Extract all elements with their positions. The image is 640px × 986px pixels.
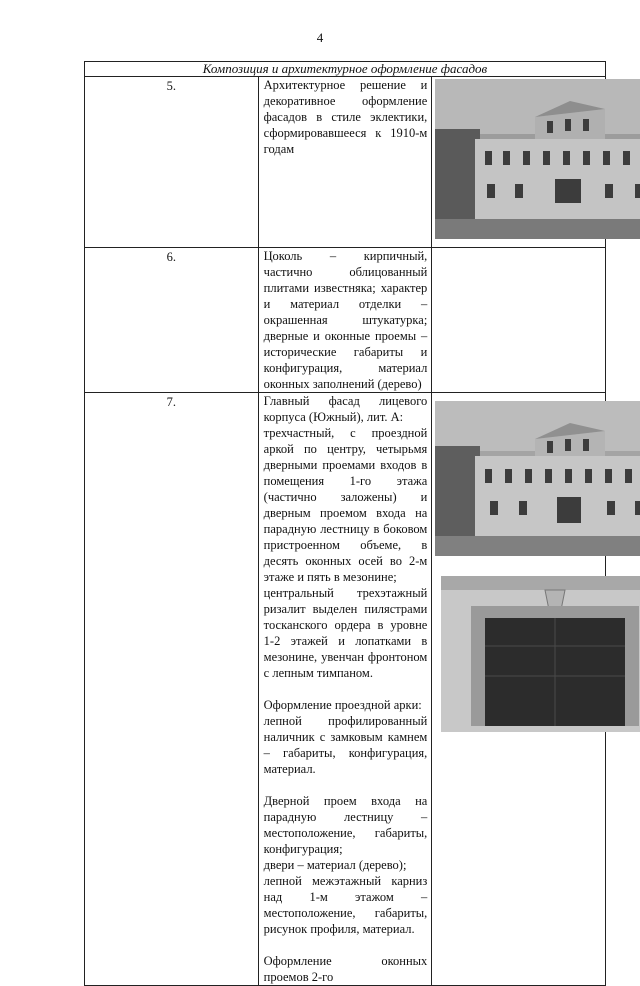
table-header-row <box>85 62 606 77</box>
facade-table <box>84 61 606 986</box>
row-text: Архитектурное решение и декоративное оформление фасадов в стиле эклектики, сформировавшееся к 1910-м годам <box>263 78 428 156</box>
row-number: 7. <box>166 395 177 409</box>
row-text: Цоколь – кирпичный, частично облицованный плитами известняка; характер и материал отделки – окрашенная штукатурка; дверные и оконные проемы – исторические габариты и конфигурация, материал оконных заполнений (дерево) <box>263 249 428 391</box>
row-paragraph: Главный фасад лицевого корпуса (Южный), лит. А: <box>263 394 428 424</box>
section-title: Композиция и архитектурное оформление фасадов <box>85 62 606 77</box>
row-paragraph: центральный трехэтажный ризалит выделен пилястрами тосканского ордера в уровне 1-2 этажей и лопатками в мезонине, увенчан фронтоном с лепным тимпаном. <box>263 586 428 680</box>
row-paragraph: двери – материал (дерево); <box>263 858 407 872</box>
row-paragraph: лепной профилированный наличник с замковым камнем – габариты, конфигурация, материал. <box>263 714 428 776</box>
row-paragraph: Оформление проездной арки: <box>263 698 422 712</box>
page-number: 4 <box>316 30 324 45</box>
main-facade-photo <box>435 401 640 556</box>
table-row <box>85 393 606 986</box>
row-paragraph: Оформление оконных проемов 2-го <box>263 954 428 984</box>
row-paragraph: Дверной проем входа на парадную лестницу – местоположение, габариты, конфигурация; <box>263 794 428 856</box>
row-number: 5. <box>166 79 177 93</box>
table-row <box>85 248 606 393</box>
row-paragraph: лепной межэтажный карниз над 1-м этажом – местоположение, габариты, рисунок профиля, материал. <box>263 874 428 936</box>
table-row <box>85 77 606 248</box>
row-paragraph: трехчастный, с проездной аркой по центру, четырьмя дверными проемами входов в помещения 1-го этажа (частично заложены) и дверным проемом входа на парадную лестницу в боковом пристроенном объеме, в десять оконных осей во 2-м этаже и пять в мезонине; <box>263 426 428 584</box>
arch-detail-photo <box>441 576 640 732</box>
facade-photo <box>435 79 640 239</box>
row-number: 6. <box>166 250 177 264</box>
